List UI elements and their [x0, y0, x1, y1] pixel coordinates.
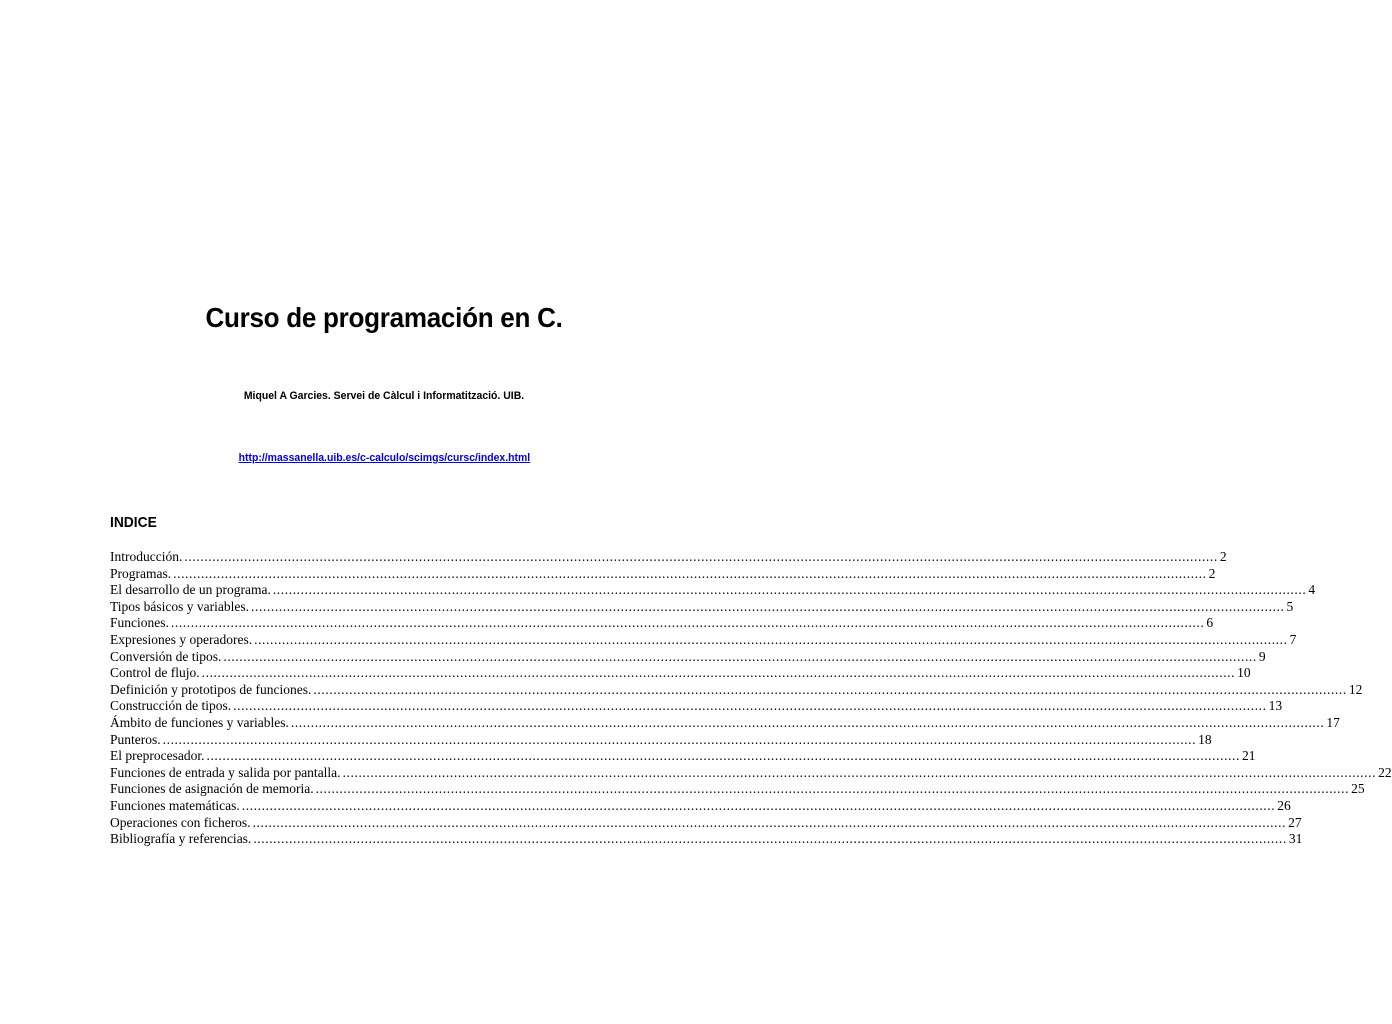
toc-entry-page-number: 13: [1268, 698, 1283, 714]
toc-entry-page-number: 2: [1208, 565, 1216, 581]
toc-entry-label: Funciones de asignación de memoria.: [110, 781, 314, 797]
toc-entry[interactable]: [110, 714, 1340, 732]
toc-entry-label: Bibliografía y referencias.: [110, 831, 252, 847]
toc-entry-label: Funciones de entrada y salida por pantalla.: [110, 764, 341, 780]
toc-dot-leader: ....................................................................................................................................................................................................................................................................: [170, 615, 1205, 631]
toc-dot-leader: ....................................................................................................................................................................................................................................................................: [272, 582, 1307, 598]
toc-entry-page-number: 27: [1288, 814, 1302, 830]
toc-dot-leader: ....................................................................................................................................................................................................................................................................: [253, 831, 1287, 847]
toc-dot-leader: ....................................................................................................................................................................................................................................................................: [251, 598, 1285, 614]
toc-entry-page-number: 26: [1277, 797, 1291, 813]
toc-entry[interactable]: [110, 565, 1216, 583]
toc-entry[interactable]: [110, 797, 1291, 815]
toc-entry[interactable]: [110, 831, 1303, 848]
toc-dot-leader: ....................................................................................................................................................................................................................................................................: [313, 681, 1347, 697]
toc-entry-label: Definición y prototipos de funciones.: [110, 681, 312, 697]
toc-entry-label: Introducción.: [110, 549, 183, 564]
toc-entry[interactable]: [110, 615, 1214, 632]
toc-entry[interactable]: [110, 598, 1294, 616]
toc-entry-page-number: 5: [1286, 598, 1294, 614]
toc-entry[interactable]: [110, 748, 1256, 765]
toc-entry[interactable]: [110, 781, 1365, 798]
toc-entry[interactable]: [110, 698, 1283, 715]
document-author: Miquel A Garcies. Servei de Càlcul i Informatització. UIB.: [243, 390, 525, 402]
toc-entry[interactable]: [110, 549, 1227, 566]
toc-entry-page-number: 12: [1348, 681, 1363, 697]
toc-entry-label: Funciones.: [110, 615, 169, 631]
toc-entry-page-number: 31: [1288, 831, 1303, 847]
toc-entry-label: Operaciones con ficheros.: [110, 814, 251, 830]
toc-dot-leader: ....................................................................................................................................................................................................................................................................: [290, 714, 1325, 730]
toc-entry-label: Programas.: [110, 565, 172, 581]
toc-entry-label: Conversión de tipos.: [110, 648, 222, 664]
toc-dot-leader: ....................................................................................................................................................................................................................................................................: [184, 549, 1218, 564]
toc-entry[interactable]: [110, 631, 1297, 649]
toc-entry-page-number: 21: [1241, 748, 1256, 764]
toc-entry-page-number: 7: [1289, 631, 1297, 647]
toc-heading: INDICE: [110, 514, 157, 531]
toc-entry-page-number: 4: [1308, 582, 1316, 598]
toc-dot-leader: ....................................................................................................................................................................................................................................................................: [342, 764, 1377, 780]
toc-entry-page-number: 6: [1206, 615, 1214, 631]
toc-entry-label: Control de flujo.: [110, 665, 200, 681]
toc-dot-leader: ....................................................................................................................................................................................................................................................................: [254, 631, 1288, 647]
toc-entry-page-number: 25: [1351, 781, 1365, 797]
toc-dot-leader: ....................................................................................................................................................................................................................................................................: [162, 731, 1197, 747]
toc-entry-label: Punteros.: [110, 731, 161, 747]
toc-entry-label: Ámbito de funciones y variables.: [110, 714, 289, 730]
toc-entry-label: El preprocesador.: [110, 748, 205, 764]
toc-dot-leader: ....................................................................................................................................................................................................................................................................: [252, 814, 1287, 830]
toc-dot-leader: ....................................................................................................................................................................................................................................................................: [206, 748, 1240, 764]
toc-entry-label: Tipos básicos y variables.: [110, 598, 249, 614]
toc-entry[interactable]: [110, 582, 1316, 599]
toc-entry-page-number: 2: [1219, 549, 1227, 564]
toc-entry[interactable]: [110, 764, 1392, 782]
toc-dot-leader: ....................................................................................................................................................................................................................................................................: [241, 797, 1276, 813]
toc-entry[interactable]: [110, 731, 1212, 749]
toc-entry[interactable]: [110, 814, 1302, 832]
toc-entry-label: El desarrollo de un programa.: [110, 582, 271, 598]
toc-entry[interactable]: [110, 648, 1266, 666]
toc-entry-page-number: 17: [1326, 714, 1340, 730]
toc-entry-label: Funciones matemáticas.: [110, 797, 240, 813]
toc-dot-leader: ....................................................................................................................................................................................................................................................................: [233, 698, 1267, 714]
toc-entry-page-number: 22: [1378, 764, 1392, 780]
table-of-contents: [110, 549, 1392, 848]
toc-dot-leader: ....................................................................................................................................................................................................................................................................: [201, 665, 1236, 681]
toc-dot-leader: ....................................................................................................................................................................................................................................................................: [173, 565, 1207, 581]
toc-entry-label: Expresiones y operadores.: [110, 631, 253, 647]
toc-entry-page-number: 18: [1198, 731, 1212, 747]
document-url-line: [0, 450, 768, 466]
toc-dot-leader: ....................................................................................................................................................................................................................................................................: [223, 648, 1257, 664]
document-title: Curso de programación en C.: [205, 302, 563, 333]
toc-dot-leader: ....................................................................................................................................................................................................................................................................: [315, 781, 1350, 797]
toc-entry-page-number: 9: [1258, 648, 1266, 664]
document-url-link[interactable]: http://massanella.uib.es/c-calculo/scimgs/cursc/index.html: [238, 452, 530, 464]
toc-entry-label: Construcción de tipos.: [110, 698, 232, 714]
toc-entry-page-number: 10: [1237, 665, 1251, 681]
toc-entry[interactable]: [110, 681, 1363, 699]
toc-entry[interactable]: [110, 665, 1251, 682]
